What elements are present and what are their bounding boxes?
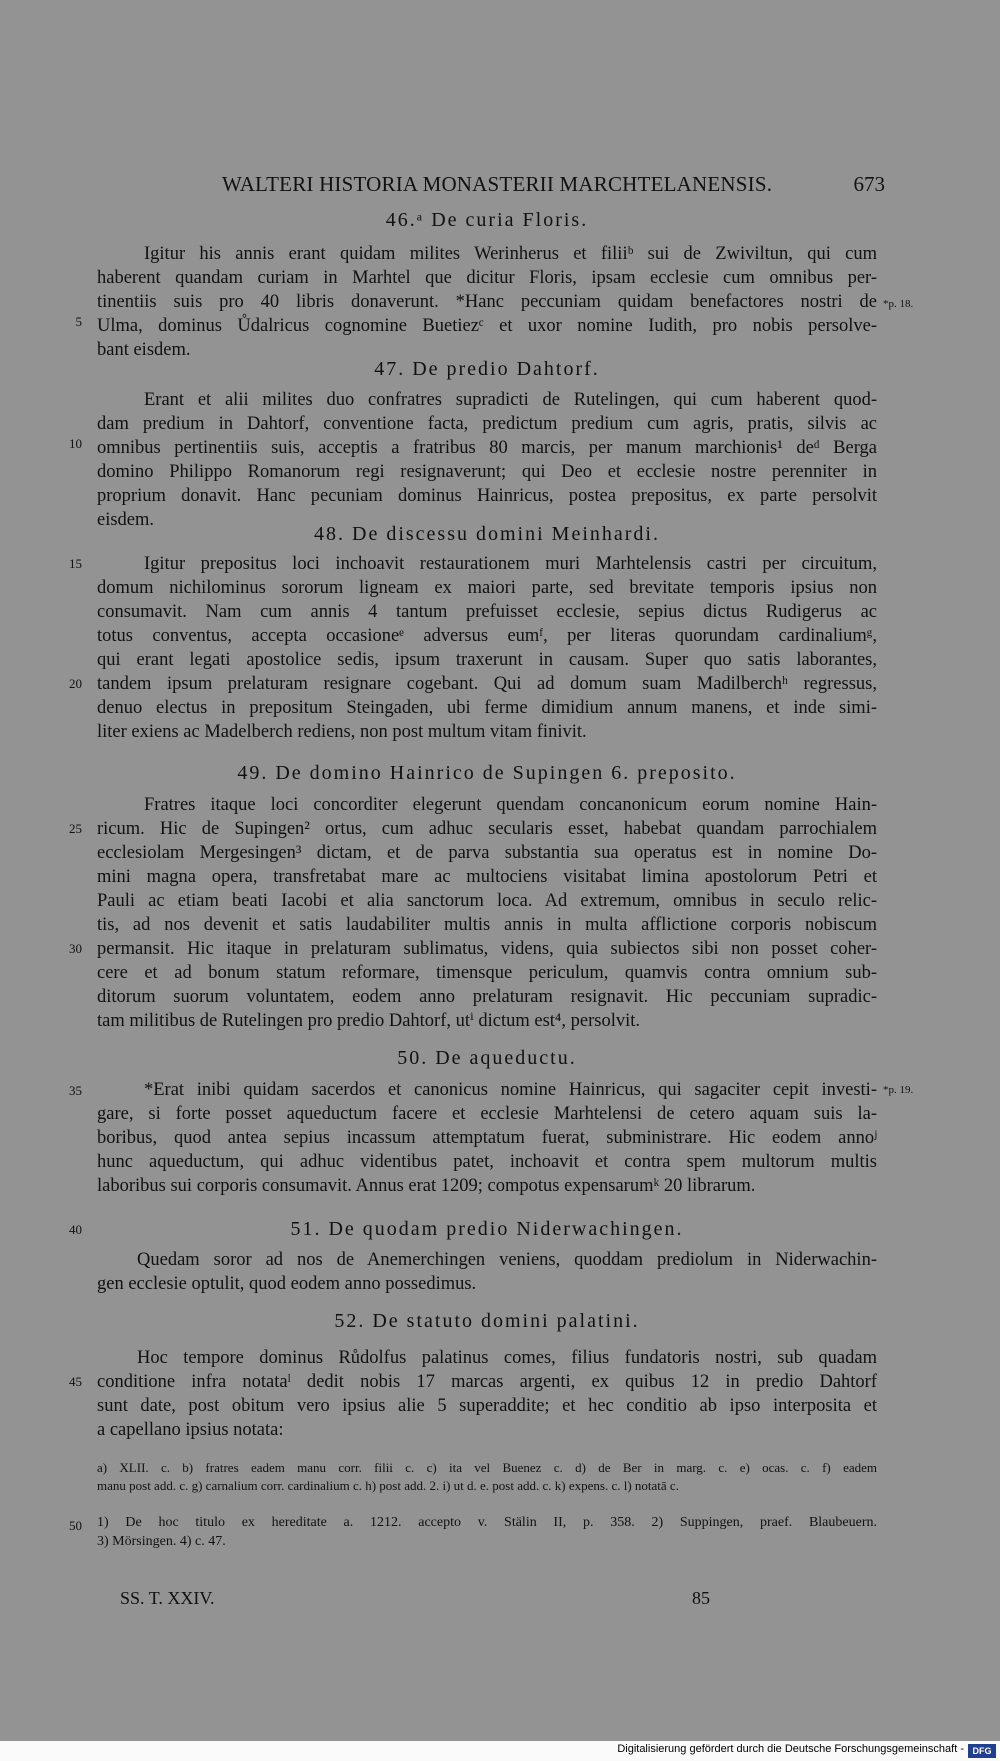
- text-line: totus conventus, accepta occasioneᵉ adversus eumᶠ, per literas quorundam cardinaliumᵍ,: [97, 626, 877, 646]
- footnotes: [97, 1513, 877, 1551]
- text-line: conditione infra notataˡ dedit nobis 17 marcas argenti, ex quibus 12 in predio Dahtorf: [97, 1372, 877, 1392]
- section-heading: 52. De statuto domini palatini.: [334, 1310, 640, 1332]
- text-line: laboribus sui corporis consumavit. Annus erat 1209; compotus expensarumᵏ 20 librarum.: [97, 1176, 756, 1196]
- text-line: mini magna opera, transfretabat mare ac multociens visitabat limina apostolorum Petri et: [97, 867, 877, 887]
- text-line: haberent quandam curiam in Marhtel que dicitur Floris, ipsam ecclesie cum omnibus per-: [97, 268, 877, 288]
- text-line: *Erat inibi quidam sacerdos et canonicus nomine Hainricus, qui sagaciter cepit investi-: [144, 1080, 877, 1100]
- volume-signature: SS. T. XXIV.: [120, 1588, 215, 1608]
- text-line: liter exiens ac Madelberch rediens, non post multum vitam finivit.: [97, 722, 587, 742]
- text-line: bant eisdem.: [97, 340, 191, 360]
- text-line: Quedam soror ad nos de Anemerchingen veniens, quoddam prediolum in Niderwachin-: [137, 1250, 877, 1270]
- line-number: 45: [69, 1374, 82, 1389]
- text-line: Erant et alii milites duo confratres supradicti de Rutelingen, qui cum haberent quod-: [144, 390, 877, 410]
- text-line: eisdem.: [97, 510, 155, 530]
- text-line: qui erant legati apostolice sedis, ipsum traxerunt in causam. Super quo satis laborantes,: [97, 650, 877, 670]
- text-line: cere et ad bonum statum reformare, timensque periculum, quamvis contra omnium sub-: [97, 963, 877, 983]
- funding-bar: [0, 1741, 1000, 1761]
- section-heading: 47. De predio Dahtorf.: [374, 358, 600, 380]
- margin-page-note: *p. 19.: [883, 1084, 914, 1096]
- section-text: [97, 242, 877, 362]
- section-text: [97, 1078, 877, 1198]
- text-line: ricum. Hic de Supingen² ortus, cum adhuc secularis esset, habebat quandam parrochialem: [97, 819, 877, 839]
- line-number: 5: [75, 314, 82, 329]
- text-line: tinentiis suis pro 40 libris donaverunt. *Hanc peccuniam quidam benefactores nostri de: [97, 292, 877, 312]
- line-number: 40: [69, 1222, 82, 1237]
- text-line: proprium donavit. Hanc pecuniam dominus Hainricus, postea prepositus, ex parte persolvit: [97, 486, 877, 506]
- sheet-number: 85: [692, 1588, 710, 1608]
- text-line: sunt date, post obitum vero ipsius alie 5 superaddite; et hec conditio ab ipso interposita et: [97, 1396, 877, 1416]
- section-text: [97, 793, 877, 1033]
- text-line: consumavit. Nam cum annis 4 tantum prefuisset ecclesie, sepius dictus Rudigerus ac: [97, 602, 877, 622]
- text-line: ecclesiolam Mergesingen³ dictam, et de parva substantia sua operatus est in nomine Do-: [97, 843, 877, 863]
- section-text: [97, 1248, 877, 1296]
- page-header: [222, 172, 890, 202]
- section-heading: 51. De quodam predio Niderwachingen.: [290, 1218, 684, 1240]
- text-line: gen ecclesie optulit, quod eodem anno possedimus.: [97, 1274, 477, 1294]
- section-text: [97, 552, 877, 744]
- page-number: 673: [853, 172, 885, 196]
- line-number: 50: [69, 1518, 82, 1533]
- section-heading: 49. De domino Hainrico de Supingen 6. preposito.: [237, 762, 737, 784]
- text-line: Hoc tempore dominus Růdolfus palatinus comes, filius fundatoris nostri, sub quadam: [137, 1348, 877, 1368]
- running-title: WALTERI HISTORIA MONASTERII MARCHTELANENSIS.: [222, 172, 773, 196]
- section-heading: 48. De discessu domini Meinhardi.: [314, 523, 660, 545]
- line-number: 25: [69, 821, 82, 836]
- text-line: Ulma, dominus Ůdalricus cognomine Buetiezᶜ et uxor nomine Iudith, pro nobis persolve-: [97, 316, 877, 336]
- footnote-line: 3) Mörsingen. 4) c. 47.: [97, 1534, 226, 1549]
- text-line: hunc aqueductum, qui adhuc videntibus patet, inchoavit et contra spem multorum multis: [97, 1152, 877, 1172]
- footnote-line: 1) De hoc titulo ex hereditate a. 1212. accepto v. Stälin II, p. 358. 2) Suppingen, praef. Blaubeuern.: [97, 1515, 877, 1530]
- section-text: [97, 1346, 877, 1442]
- text-line: ditorum suorum voluntatem, eodem anno prelaturam resignavit. Hic peccuniam supradic-: [97, 987, 877, 1007]
- text-line: a capellano ipsius notata:: [97, 1420, 284, 1440]
- dfg-logo-icon: DFG: [968, 1744, 996, 1758]
- line-number: 35: [69, 1083, 82, 1098]
- text-line: Pauli ac etiam beati Iacobi et alia sanctorum loca. Ad extremum, omnibus in seculo relic-: [97, 891, 877, 911]
- line-number: 20: [69, 676, 82, 691]
- text-line: permansit. Hic itaque in prelaturam sublimatus, videns, quia subiectos sibi non posset coher-: [97, 939, 877, 959]
- text-line: Fratres itaque loci concorditer elegerunt quendam concanonicum eorum nomine Hain-: [144, 795, 877, 815]
- text-line: tam militibus de Rutelingen pro predio Dahtorf, utⁱ dictum est⁴, persolvit.: [97, 1011, 640, 1031]
- text-line: Igitur his annis erant quidam milites Werinherus et filiiᵇ sui de Zwiviltun, qui cum: [144, 244, 877, 264]
- text-line: omnibus pertinentiis suis, acceptis a fratribus 80 marcis, per manum marchionis¹ deᵈ Berga: [97, 438, 877, 458]
- critical-apparatus: [97, 1459, 877, 1495]
- section-heading: 50. De aqueductu.: [397, 1047, 577, 1069]
- text-line: denuo electus in prepositum Steingaden, ubi ferme dimidium annum manens, et inde simi-: [97, 698, 877, 718]
- text-line: tandem ipsum prelaturam resignare cogebant. Qui ad domum suam Madilberchʰ regressus,: [97, 674, 877, 694]
- margin-page-note: *p. 18.: [883, 298, 914, 310]
- funding-credit: Digitalisierung gefördert durch die Deutsche Forschungsgemeinschaft -: [617, 1743, 964, 1755]
- line-number: 15: [69, 556, 82, 571]
- section-text: [97, 388, 877, 532]
- text-line: dam predium in Dahtorf, conventione facta, predictum predium cum agris, pratis, silvis ac: [97, 414, 877, 434]
- line-number: 10: [69, 436, 82, 451]
- text-line: tis, ad nos devenit et satis laudabiliter multis annis in multa afflictione corporis nobiscum: [97, 915, 877, 935]
- text-line: domum nichilominus sororum ligneam ex maiori parte, sed brevitate temporis ipsius non: [97, 578, 877, 598]
- text-line: Igitur prepositus loci inchoavit restaurationem muri Marhtelensis castri per circuitum,: [144, 554, 877, 574]
- text-line: gare, si forte posset aqueductum facere et ecclesie Marhtelensi de cetero aquam suis la-: [97, 1104, 877, 1124]
- text-line: domino Philippo Romanorum regi resignaverunt; qui Deo et ecclesie nostre perenniter in: [97, 462, 877, 482]
- line-number: 30: [69, 941, 82, 956]
- apparatus-line: manu post add. c. g) carnalium corr. cardinalium c. h) post add. 2. i) ut d. e. post add. c. k) expens. c. l) notatā c.: [97, 1478, 679, 1493]
- section-heading: 46.ᵃ De curia Floris.: [385, 209, 589, 231]
- apparatus-line: a) XLII. c. b) fratres eadem manu corr. filii c. c) ita vel Buenez c. d) de Ber in marg. c. e) ocas. c. f) eadem: [97, 1460, 877, 1475]
- text-line: boribus, quod antea sepius incassum attemptatum fuerat, subministrare. Hic eodem annoʲ: [97, 1128, 877, 1148]
